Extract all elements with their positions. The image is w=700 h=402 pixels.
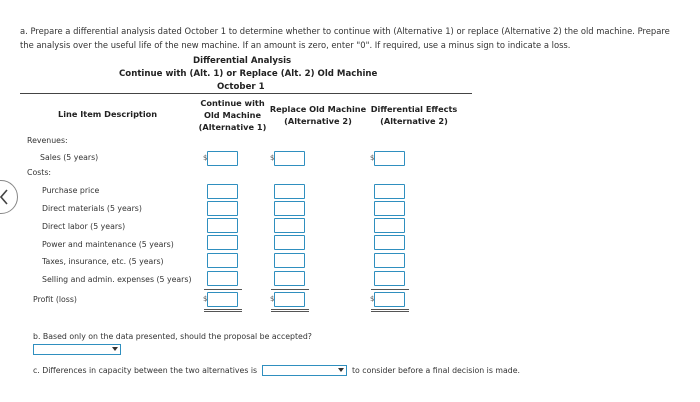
materials-alt2-input[interactable] bbox=[274, 201, 305, 216]
currency-symbol: $ bbox=[270, 295, 275, 303]
currency-symbol: $ bbox=[203, 295, 208, 303]
taxes-diff-input[interactable] bbox=[374, 253, 405, 268]
alt2-header bbox=[268, 103, 368, 127]
direct-labor-label: Direct labor (5 years) bbox=[42, 222, 126, 231]
labor-alt2-input[interactable] bbox=[274, 218, 305, 233]
power-alt2-input[interactable] bbox=[274, 235, 305, 250]
proposal-accept-select[interactable] bbox=[33, 344, 121, 355]
alt1-header-line1: Continue with bbox=[200, 98, 265, 108]
labor-alt1-input[interactable] bbox=[207, 218, 238, 233]
currency-symbol: $ bbox=[370, 154, 375, 162]
total-double-rule bbox=[371, 309, 409, 310]
total-double-rule bbox=[204, 309, 242, 310]
revenues-label: Revenues: bbox=[27, 136, 68, 145]
chevron-left-icon bbox=[0, 189, 9, 205]
power-label: Power and maintenance (5 years) bbox=[42, 240, 174, 249]
profit-label: Profit (loss) bbox=[33, 295, 77, 304]
subtotal-rule bbox=[271, 289, 309, 290]
selling-label: Selling and admin. expenses (5 years) bbox=[42, 275, 192, 284]
sales-label: Sales (5 years) bbox=[40, 153, 99, 162]
question-c-suffix: to consider before a final decision is made. bbox=[352, 366, 520, 375]
report-title: Differential Analysis bbox=[193, 56, 292, 66]
profit-alt2-input[interactable] bbox=[274, 292, 305, 307]
selling-alt1-input[interactable] bbox=[207, 271, 238, 286]
total-double-rule bbox=[371, 311, 409, 312]
total-double-rule bbox=[271, 309, 309, 310]
question-b: b. Based only on the data presented, should the proposal be accepted? bbox=[33, 332, 312, 341]
taxes-label: Taxes, insurance, etc. (5 years) bbox=[42, 257, 164, 266]
chevron-down-icon bbox=[338, 368, 344, 372]
taxes-alt2-input[interactable] bbox=[274, 253, 305, 268]
line-item-header: Line Item Description bbox=[58, 109, 158, 119]
sales-alt2-input[interactable] bbox=[274, 151, 305, 166]
alt1-header bbox=[195, 97, 270, 133]
costs-label: Costs: bbox=[27, 168, 52, 177]
instructions-text: a. Prepare a differential analysis dated October 1 to determine whether to continue with (Alternative 1) or replace (Alternative 2) the old machine. Prepare the analysis over the useful life of the new machine. If an amount is zero, enter "0". If required, use a minus sign to indicate a loss. bbox=[20, 26, 670, 50]
question-c-prefix: c. Differences in capacity between the two alternatives is bbox=[33, 366, 258, 375]
labor-diff-input[interactable] bbox=[374, 218, 405, 233]
alt2-header-line1: Replace Old Machine bbox=[269, 104, 367, 114]
profit-diff-input[interactable] bbox=[374, 292, 405, 307]
alt1-header-line2: Old Machine bbox=[203, 110, 262, 120]
diff-header-line2: (Alternative 2) bbox=[380, 116, 448, 126]
purchase-alt1-input[interactable] bbox=[207, 184, 238, 199]
purchase-price-label: Purchase price bbox=[42, 186, 100, 195]
report-subtitle: Continue with (Alt. 1) or Replace (Alt. 2) Old Machine bbox=[119, 69, 378, 79]
sales-diff-input[interactable] bbox=[374, 151, 405, 166]
chevron-down-icon bbox=[112, 347, 118, 351]
currency-symbol: $ bbox=[270, 154, 275, 162]
alt1-header-line3: (Alternative 1) bbox=[198, 122, 267, 132]
header-rule bbox=[20, 93, 472, 94]
currency-symbol: $ bbox=[203, 154, 208, 162]
materials-diff-input[interactable] bbox=[374, 201, 405, 216]
previous-arrow-button[interactable] bbox=[0, 180, 18, 214]
alt2-header-line2: (Alternative 2) bbox=[284, 116, 352, 126]
purchase-diff-input[interactable] bbox=[374, 184, 405, 199]
diff-header-line1: Differential Effects bbox=[370, 104, 458, 114]
taxes-alt1-input[interactable] bbox=[207, 253, 238, 268]
total-double-rule bbox=[271, 311, 309, 312]
diff-header bbox=[366, 103, 462, 127]
profit-alt1-input[interactable] bbox=[207, 292, 238, 307]
purchase-alt2-input[interactable] bbox=[274, 184, 305, 199]
currency-symbol: $ bbox=[370, 295, 375, 303]
subtotal-rule bbox=[371, 289, 409, 290]
subtotal-rule bbox=[204, 289, 242, 290]
power-diff-input[interactable] bbox=[374, 235, 405, 250]
power-alt1-input[interactable] bbox=[207, 235, 238, 250]
capacity-select[interactable] bbox=[262, 365, 347, 376]
report-date: October 1 bbox=[217, 82, 265, 92]
materials-alt1-input[interactable] bbox=[207, 201, 238, 216]
selling-diff-input[interactable] bbox=[374, 271, 405, 286]
total-double-rule bbox=[204, 311, 242, 312]
sales-alt1-input[interactable] bbox=[207, 151, 238, 166]
selling-alt2-input[interactable] bbox=[274, 271, 305, 286]
direct-materials-label: Direct materials (5 years) bbox=[42, 204, 142, 213]
